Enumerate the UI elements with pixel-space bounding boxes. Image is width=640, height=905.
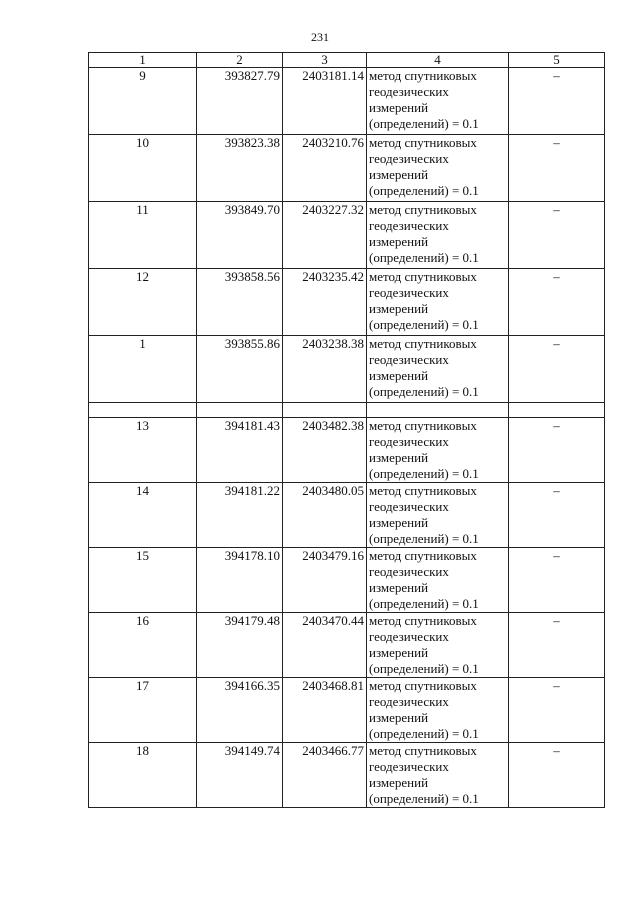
separator-row xyxy=(89,403,605,418)
table-row xyxy=(89,269,605,336)
table-row xyxy=(89,135,605,202)
table-row xyxy=(89,202,605,269)
empty-cell xyxy=(283,403,367,418)
note-cell: – xyxy=(509,613,605,678)
method-cell xyxy=(367,269,509,336)
method-line: геодезических xyxy=(369,499,449,514)
header-cell: 1 xyxy=(89,53,197,68)
method-line: (определений) = 0.1 xyxy=(369,726,479,741)
coordinate-y: 2403181.14 xyxy=(283,68,367,135)
method-line: геодезических xyxy=(369,84,449,99)
coordinate-x: 394179.48 xyxy=(197,613,283,678)
table-row xyxy=(89,613,605,678)
method-line: метод спутниковых xyxy=(369,202,477,217)
method-line: метод спутниковых xyxy=(369,418,477,433)
point-number: 9 xyxy=(89,68,197,135)
method-line: измерений xyxy=(369,450,429,465)
method-line: измерений xyxy=(369,234,429,249)
point-number: 13 xyxy=(89,418,197,483)
table-row xyxy=(89,418,605,483)
header-cell: 2 xyxy=(197,53,283,68)
coordinate-x: 394178.10 xyxy=(197,548,283,613)
coordinate-y: 2403235.42 xyxy=(283,269,367,336)
method-cell xyxy=(367,135,509,202)
table-row xyxy=(89,743,605,808)
coordinate-x: 393827.79 xyxy=(197,68,283,135)
point-number: 16 xyxy=(89,613,197,678)
header-cell: 4 xyxy=(367,53,509,68)
note-cell: – xyxy=(509,336,605,403)
method-line: измерений xyxy=(369,580,429,595)
coordinate-y: 2403466.77 xyxy=(283,743,367,808)
method-line: измерений xyxy=(369,368,429,383)
coordinate-y: 2403238.38 xyxy=(283,336,367,403)
coordinate-y: 2403470.44 xyxy=(283,613,367,678)
coordinate-y: 2403227.32 xyxy=(283,202,367,269)
method-line: метод спутниковых xyxy=(369,678,477,693)
method-line: геодезических xyxy=(369,434,449,449)
coordinate-x: 394181.22 xyxy=(197,483,283,548)
method-line: (определений) = 0.1 xyxy=(369,466,479,481)
empty-cell xyxy=(509,403,605,418)
method-line: метод спутниковых xyxy=(369,135,477,150)
method-line: (определений) = 0.1 xyxy=(369,116,479,131)
note-cell: – xyxy=(509,743,605,808)
point-number: 10 xyxy=(89,135,197,202)
method-line: метод спутниковых xyxy=(369,68,477,83)
method-line: метод спутниковых xyxy=(369,269,477,284)
method-line: геодезических xyxy=(369,352,449,367)
method-line: геодезических xyxy=(369,759,449,774)
header-cell: 5 xyxy=(509,53,605,68)
method-cell xyxy=(367,743,509,808)
method-line: (определений) = 0.1 xyxy=(369,384,479,399)
coordinate-x: 393858.56 xyxy=(197,269,283,336)
header-cell: 3 xyxy=(283,53,367,68)
method-line: измерений xyxy=(369,100,429,115)
method-line: метод спутниковых xyxy=(369,336,477,351)
method-line: метод спутниковых xyxy=(369,613,477,628)
method-line: измерений xyxy=(369,710,429,725)
empty-cell xyxy=(197,403,283,418)
note-cell: – xyxy=(509,135,605,202)
empty-cell xyxy=(367,403,509,418)
coordinate-x: 393849.70 xyxy=(197,202,283,269)
note-cell: – xyxy=(509,418,605,483)
method-line: измерений xyxy=(369,645,429,660)
coordinate-y: 2403479.16 xyxy=(283,548,367,613)
point-number: 11 xyxy=(89,202,197,269)
coordinates-table xyxy=(88,52,605,808)
point-number: 18 xyxy=(89,743,197,808)
method-cell xyxy=(367,68,509,135)
method-line: (определений) = 0.1 xyxy=(369,791,479,806)
coordinate-y: 2403468.81 xyxy=(283,678,367,743)
method-line: геодезических xyxy=(369,218,449,233)
table-row xyxy=(89,678,605,743)
method-line: измерений xyxy=(369,301,429,316)
method-line: геодезических xyxy=(369,694,449,709)
method-cell xyxy=(367,548,509,613)
method-line: геодезических xyxy=(369,285,449,300)
method-line: геодезических xyxy=(369,629,449,644)
method-cell xyxy=(367,613,509,678)
note-cell: – xyxy=(509,202,605,269)
note-cell: – xyxy=(509,483,605,548)
note-cell: – xyxy=(509,269,605,336)
method-line: (определений) = 0.1 xyxy=(369,183,479,198)
point-number: 14 xyxy=(89,483,197,548)
method-line: (определений) = 0.1 xyxy=(369,531,479,546)
coordinate-y: 2403210.76 xyxy=(283,135,367,202)
method-cell xyxy=(367,678,509,743)
method-line: измерений xyxy=(369,515,429,530)
point-number: 17 xyxy=(89,678,197,743)
table-row xyxy=(89,336,605,403)
point-number: 15 xyxy=(89,548,197,613)
coordinate-y: 2403480.05 xyxy=(283,483,367,548)
table-row xyxy=(89,68,605,135)
method-line: измерений xyxy=(369,167,429,182)
point-number: 1 xyxy=(89,336,197,403)
note-cell: – xyxy=(509,548,605,613)
note-cell: – xyxy=(509,68,605,135)
method-line: (определений) = 0.1 xyxy=(369,250,479,265)
method-cell xyxy=(367,202,509,269)
method-cell xyxy=(367,336,509,403)
method-line: геодезических xyxy=(369,151,449,166)
method-line: метод спутниковых xyxy=(369,483,477,498)
method-line: геодезических xyxy=(369,564,449,579)
point-number: 12 xyxy=(89,269,197,336)
method-line: (определений) = 0.1 xyxy=(369,596,479,611)
coordinate-x: 393855.86 xyxy=(197,336,283,403)
note-cell: – xyxy=(509,678,605,743)
table-row xyxy=(89,548,605,613)
table-header-row xyxy=(89,53,605,68)
empty-cell xyxy=(89,403,197,418)
method-line: метод спутниковых xyxy=(369,548,477,563)
method-line: измерений xyxy=(369,775,429,790)
method-line: метод спутниковых xyxy=(369,743,477,758)
coordinate-x: 394181.43 xyxy=(197,418,283,483)
method-cell xyxy=(367,483,509,548)
page-number: 231 xyxy=(311,30,329,44)
coordinate-y: 2403482.38 xyxy=(283,418,367,483)
method-line: (определений) = 0.1 xyxy=(369,317,479,332)
coordinate-x: 393823.38 xyxy=(197,135,283,202)
method-line: (определений) = 0.1 xyxy=(369,661,479,676)
coordinate-x: 394166.35 xyxy=(197,678,283,743)
table-row xyxy=(89,483,605,548)
method-cell xyxy=(367,418,509,483)
coordinate-x: 394149.74 xyxy=(197,743,283,808)
